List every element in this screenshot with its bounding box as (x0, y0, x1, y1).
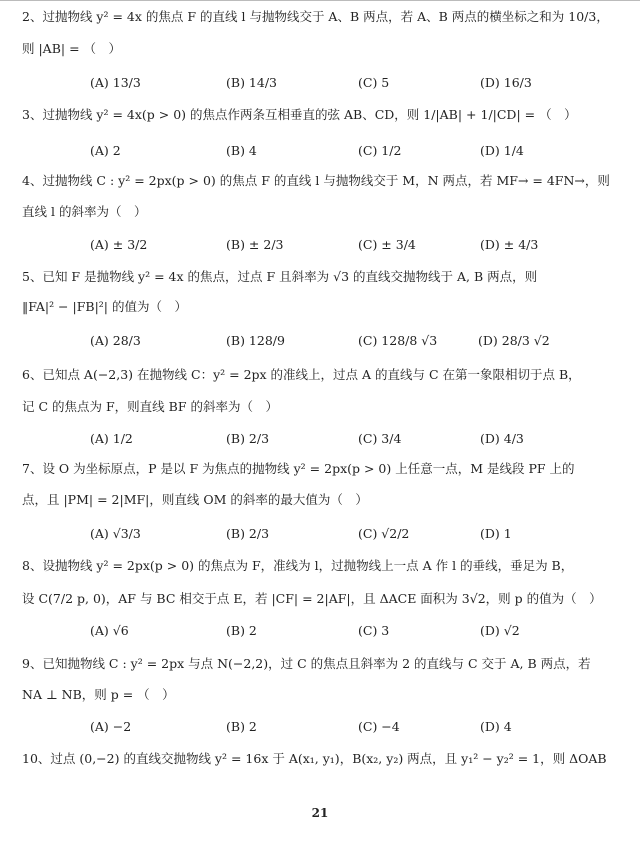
question-5-option-a[interactable]: (A) 28/3 (90, 333, 141, 348)
question-5-stem-line-2: ‖FA|² − |FB|²| 的值为（ ） (22, 299, 187, 314)
question-3-stem-line-1: 3、过抛物线 y² = 4x(p > 0) 的焦点作两条互相垂直的弦 AB、CD，则 1/|AB| + 1/|CD| = （ ） (22, 107, 577, 122)
question-4-option-c[interactable]: (C) ± 3/4 (358, 237, 416, 252)
question-6-option-a[interactable]: (A) 1/2 (90, 431, 133, 446)
question-7-stem-line-2: 点，且 |PM| = 2|MF|，则直线 OM 的斜率的最大值为（ ） (22, 492, 368, 507)
question-4-option-d[interactable]: (D) ± 4/3 (480, 237, 539, 252)
top-rule (0, 0, 640, 1)
question-7-option-c[interactable]: (C) √2/2 (358, 526, 410, 541)
question-7-option-a[interactable]: (A) √3/3 (90, 526, 141, 541)
question-5-stem-line-1: 5、已知 F 是抛物线 y² = 4x 的焦点，过点 F 且斜率为 √3 的直线交抛物线于 A, B 两点，则 (22, 269, 538, 284)
question-8-stem-line-1: 8、设抛物线 y² = 2px(p > 0) 的焦点为 F，准线为 l，过抛物线上一点 A 作 l 的垂线，垂足为 B， (22, 558, 574, 573)
question-5-option-b[interactable]: (B) 128/9 (226, 333, 285, 348)
question-7-option-d[interactable]: (D) 1 (480, 526, 512, 541)
question-8-option-a[interactable]: (A) √6 (90, 623, 129, 638)
question-7-stem-line-1: 7、设 O 为坐标原点，P 是以 F 为焦点的抛物线 y² = 2px(p > 0) 上任意一点，M 是线段 PF 上的 (22, 461, 575, 476)
question-2-option-a[interactable]: (A) 13/3 (90, 75, 141, 90)
question-4-option-a[interactable]: (A) ± 3/2 (90, 237, 148, 252)
question-3-option-d[interactable]: (D) 1/4 (480, 143, 524, 158)
question-4-option-b[interactable]: (B) ± 2/3 (226, 237, 284, 252)
question-2-option-b[interactable]: (B) 14/3 (226, 75, 277, 90)
question-9-option-b[interactable]: (B) 2 (226, 719, 257, 734)
question-3-option-b[interactable]: (B) 4 (226, 143, 257, 158)
question-6-stem-line-2: 记 C 的焦点为 F，则直线 BF 的斜率为（ ） (22, 399, 278, 414)
question-2-option-c[interactable]: (C) 5 (358, 75, 390, 90)
question-8-option-b[interactable]: (B) 2 (226, 623, 257, 638)
page-number: 21 (311, 806, 329, 820)
question-9-option-d[interactable]: (D) 4 (480, 719, 512, 734)
question-6-option-d[interactable]: (D) 4/3 (480, 431, 524, 446)
question-5-option-d[interactable]: (D) 28/3 √2 (478, 333, 550, 348)
question-3-option-a[interactable]: (A) 2 (90, 143, 121, 158)
question-6-option-b[interactable]: (B) 2/3 (226, 431, 270, 446)
question-3-option-c[interactable]: (C) 1/2 (358, 143, 402, 158)
question-9-stem-line-2: NA ⊥ NB，则 p = （ ） (22, 687, 175, 702)
question-4-stem-line-1: 4、过抛物线 C : y² = 2px(p > 0) 的焦点 F 的直线 l 与抛物线交于 M，N 两点，若 MF→ = 4FN→，则 (22, 173, 610, 188)
question-9-option-c[interactable]: (C) −4 (358, 719, 400, 734)
question-6-stem-line-1: 6、已知点 A(−2,3) 在抛物线 C：y² = 2px 的准线上，过点 A 的直线与 C 在第一象限相切于点 B， (22, 367, 581, 382)
question-7-option-b[interactable]: (B) 2/3 (226, 526, 270, 541)
question-8-option-c[interactable]: (C) 3 (358, 623, 390, 638)
question-10-stem-line-1: 10、过点 (0,−2) 的直线交抛物线 y² = 16x 于 A(x₁, y₁)，B(x₂, y₂) 两点，且 y₁² − y₂² = 1，则 ΔOAB (22, 751, 607, 766)
question-2-option-d[interactable]: (D) 16/3 (480, 75, 532, 90)
question-5-option-c[interactable]: (C) 128/8 √3 (358, 333, 438, 348)
question-9-option-a[interactable]: (A) −2 (90, 719, 132, 734)
question-6-option-c[interactable]: (C) 3/4 (358, 431, 402, 446)
question-8-stem-line-2: 设 C(7/2 p, 0)，AF 与 BC 相交于点 E，若 |CF| = 2|AF|，且 ΔACE 面积为 3√2，则 p 的值为（ ） (22, 591, 602, 606)
question-2-stem-line-2: 则 |AB| = （ ） (22, 41, 122, 56)
question-8-option-d[interactable]: (D) √2 (480, 623, 520, 638)
question-9-stem-line-1: 9、已知抛物线 C : y² = 2px 与点 N(−2,2)，过 C 的焦点且斜率为 2 的直线与 C 交于 A, B 两点，若 (22, 656, 591, 671)
question-2-stem-line-1: 2、过抛物线 y² = 4x 的焦点 F 的直线 l 与抛物线交于 A、B 两点，若 A、B 两点的横坐标之和为 10/3， (22, 9, 609, 24)
question-4-stem-line-2: 直线 l 的斜率为（ ） (22, 204, 147, 219)
